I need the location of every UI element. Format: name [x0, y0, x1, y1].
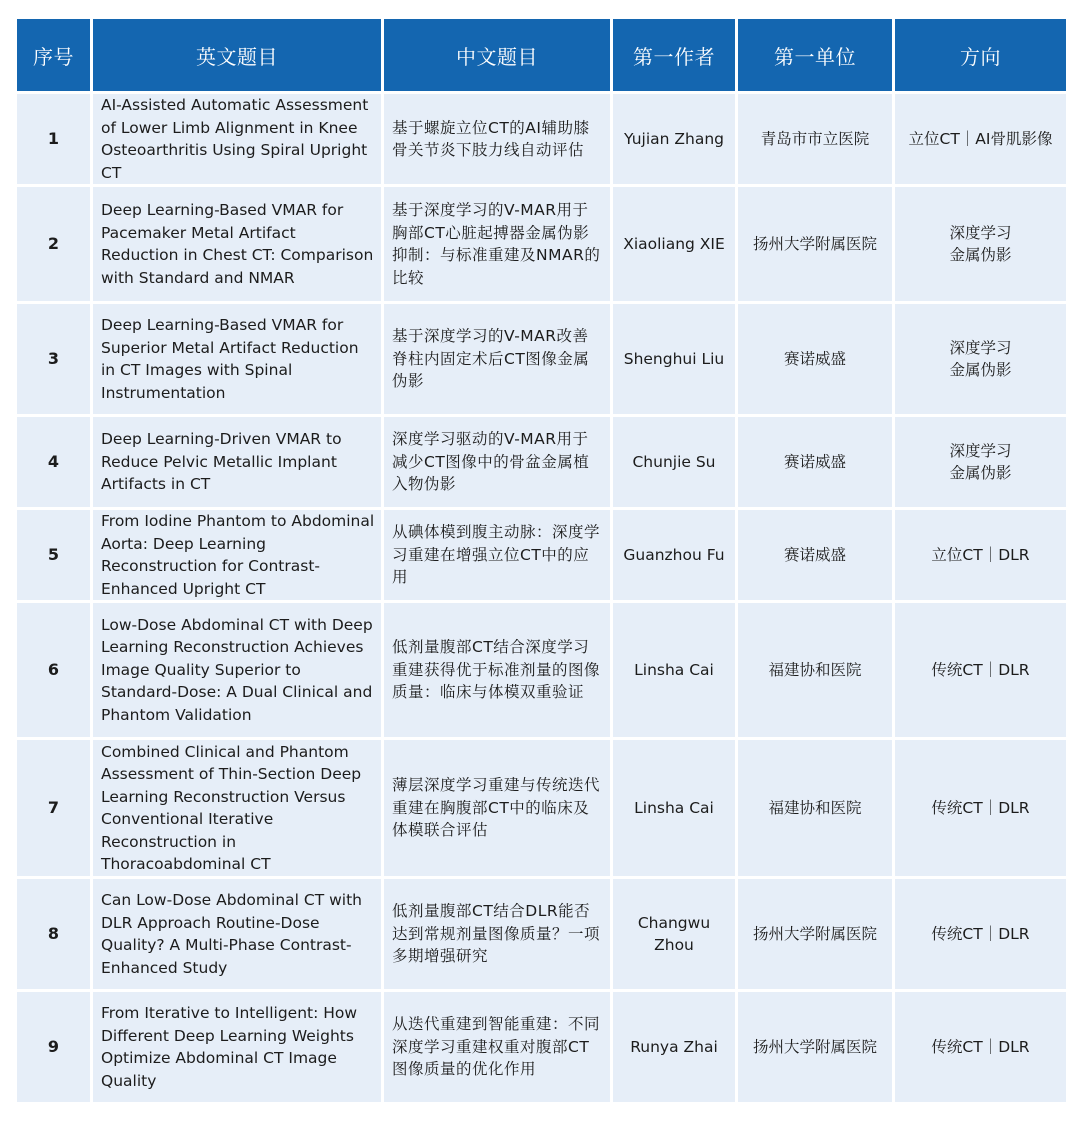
cell-first-unit: 扬州大学附属医院	[738, 992, 892, 1102]
cell-direction: 立位CT｜DLR	[895, 510, 1066, 600]
cell-english-title: Deep Learning-Based VMAR for Superior Metal Artifact Reduction in CT Images with Spinal Instrumentation	[93, 304, 381, 414]
table-row	[17, 94, 1066, 184]
header-chinese-title: 中文题目	[384, 19, 610, 91]
table-row	[17, 304, 1066, 414]
cell-chinese-title: 基于深度学习的V-MAR改善脊柱内固定术后CT图像金属伪影	[384, 304, 610, 414]
cell-direction: 深度学习 金属伪影	[895, 304, 1066, 414]
cell-chinese-title: 低剂量腹部CT结合DLR能否达到常规剂量图像质量？一项多期增强研究	[384, 879, 610, 989]
table-row	[17, 879, 1066, 989]
header-english-title: 英文题目	[93, 19, 381, 91]
cell-direction: 立位CT｜AI骨肌影像	[895, 94, 1066, 184]
cell-direction: 深度学习 金属伪影	[895, 417, 1066, 507]
cell-number: 1	[17, 94, 90, 184]
cell-first-author: Shenghui Liu	[613, 304, 735, 414]
cell-english-title: AI-Assisted Automatic Assessment of Lower Limb Alignment in Knee Osteoarthritis Using Spiral Upright CT	[93, 94, 381, 184]
cell-first-unit: 青岛市市立医院	[738, 94, 892, 184]
header-first-author: 第一作者	[613, 19, 735, 91]
paper-list-table	[14, 16, 1069, 1105]
cell-number: 4	[17, 417, 90, 507]
cell-first-author: Guanzhou Fu	[613, 510, 735, 600]
cell-first-author: Linsha Cai	[613, 740, 735, 876]
paper-list-table-container	[14, 16, 1066, 1105]
cell-direction: 传统CT｜DLR	[895, 603, 1066, 737]
table-row	[17, 603, 1066, 737]
table-header	[17, 19, 1066, 91]
cell-chinese-title: 低剂量腹部CT结合深度学习重建获得优于标准剂量的图像质量：临床与体模双重验证	[384, 603, 610, 737]
cell-english-title: From Iterative to Intelligent: How Different Deep Learning Weights Optimize Abdominal CT Image Quality	[93, 992, 381, 1102]
cell-first-unit: 福建协和医院	[738, 740, 892, 876]
cell-first-author: Xiaoliang XIE	[613, 187, 735, 301]
cell-chinese-title: 基于深度学习的V-MAR用于胸部CT心脏起搏器金属伪影抑制：与标准重建及NMAR的比较	[384, 187, 610, 301]
cell-first-unit: 福建协和医院	[738, 603, 892, 737]
cell-english-title: Deep Learning-Based VMAR for Pacemaker Metal Artifact Reduction in Chest CT: Comparison with Standard and NMAR	[93, 187, 381, 301]
cell-direction: 深度学习 金属伪影	[895, 187, 1066, 301]
cell-english-title: Combined Clinical and Phantom Assessment of Thin-Section Deep Learning Reconstruction Versus Conventional Iterative Reconstruction in Thoracoabdominal CT	[93, 740, 381, 876]
cell-first-author: Yujian Zhang	[613, 94, 735, 184]
header-number: 序号	[17, 19, 90, 91]
cell-direction: 传统CT｜DLR	[895, 879, 1066, 989]
cell-direction: 传统CT｜DLR	[895, 992, 1066, 1102]
cell-chinese-title: 深度学习驱动的V-MAR用于减少CT图像中的骨盆金属植入物伪影	[384, 417, 610, 507]
cell-english-title: Low-Dose Abdominal CT with Deep Learning Reconstruction Achieves Image Quality Superior to Standard-Dose: A Dual Clinical and Phantom Validation	[93, 603, 381, 737]
header-first-unit: 第一单位	[738, 19, 892, 91]
cell-direction: 传统CT｜DLR	[895, 740, 1066, 876]
cell-number: 2	[17, 187, 90, 301]
table-row	[17, 417, 1066, 507]
cell-first-author: Changwu Zhou	[613, 879, 735, 989]
table-body	[17, 94, 1066, 1102]
cell-english-title: Deep Learning-Driven VMAR to Reduce Pelvic Metallic Implant Artifacts in CT	[93, 417, 381, 507]
cell-first-author: Chunjie Su	[613, 417, 735, 507]
table-row	[17, 740, 1066, 876]
cell-number: 7	[17, 740, 90, 876]
cell-number: 8	[17, 879, 90, 989]
cell-first-unit: 扬州大学附属医院	[738, 879, 892, 989]
cell-number: 9	[17, 992, 90, 1102]
table-row	[17, 992, 1066, 1102]
cell-first-unit: 赛诺威盛	[738, 417, 892, 507]
cell-chinese-title: 从迭代重建到智能重建：不同深度学习重建权重对腹部CT图像质量的优化作用	[384, 992, 610, 1102]
header-direction: 方向	[895, 19, 1066, 91]
cell-chinese-title: 从碘体模到腹主动脉：深度学习重建在增强立位CT中的应用	[384, 510, 610, 600]
cell-number: 3	[17, 304, 90, 414]
cell-number: 5	[17, 510, 90, 600]
cell-number: 6	[17, 603, 90, 737]
cell-english-title: From Iodine Phantom to Abdominal Aorta: Deep Learning Reconstruction for Contrast-Enhanced Upright CT	[93, 510, 381, 600]
header-row	[17, 19, 1066, 91]
table-row	[17, 510, 1066, 600]
cell-first-author: Runya Zhai	[613, 992, 735, 1102]
cell-chinese-title: 基于螺旋立位CT的AI辅助膝骨关节炎下肢力线自动评估	[384, 94, 610, 184]
cell-first-unit: 扬州大学附属医院	[738, 187, 892, 301]
table-row	[17, 187, 1066, 301]
cell-english-title: Can Low-Dose Abdominal CT with DLR Approach Routine-Dose Quality? A Multi-Phase Contrast-Enhanced Study	[93, 879, 381, 989]
cell-first-unit: 赛诺威盛	[738, 304, 892, 414]
cell-first-author: Linsha Cai	[613, 603, 735, 737]
cell-chinese-title: 薄层深度学习重建与传统迭代重建在胸腹部CT中的临床及体模联合评估	[384, 740, 610, 876]
cell-first-unit: 赛诺威盛	[738, 510, 892, 600]
